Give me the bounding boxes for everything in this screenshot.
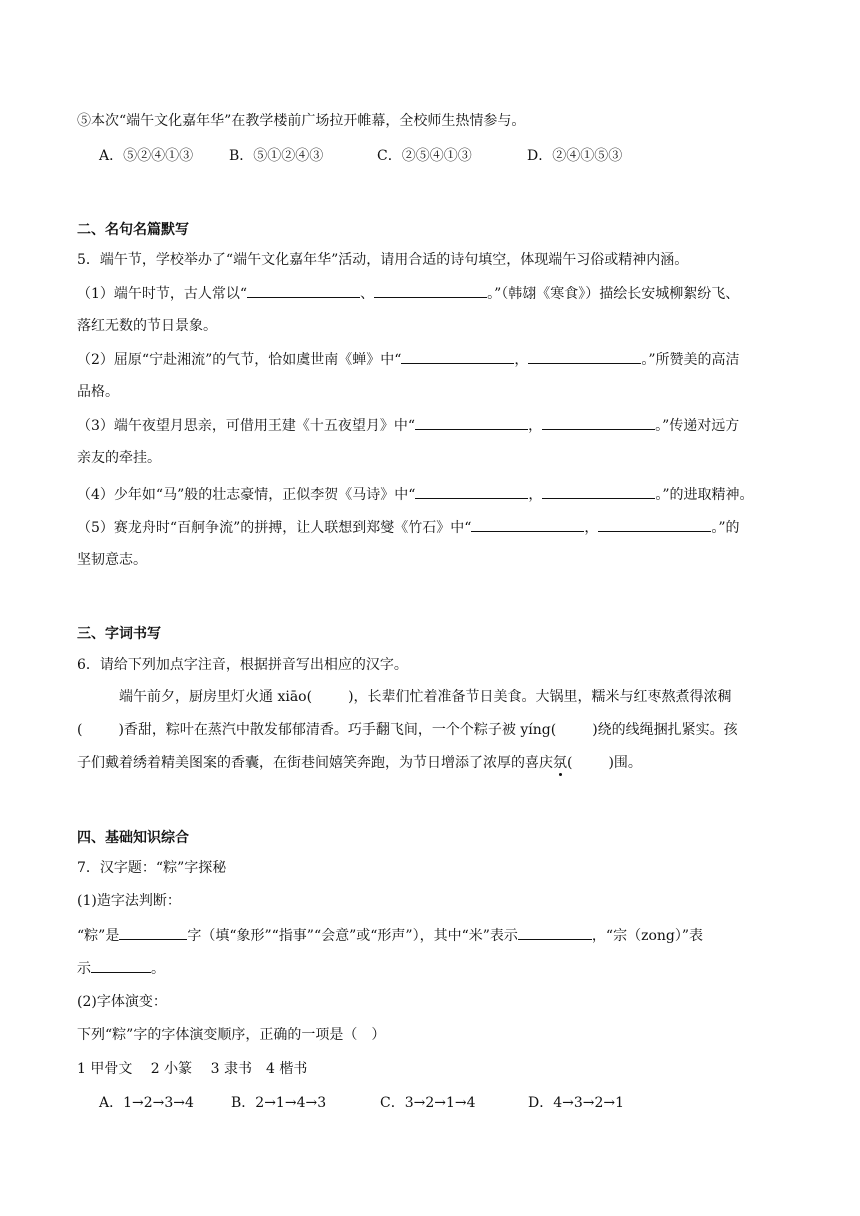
answer-blank[interactable]	[415, 415, 528, 430]
separator: ，	[584, 520, 599, 536]
line-text: “粽”是	[77, 928, 120, 944]
answer-blank[interactable]	[247, 283, 360, 298]
subquestion-2: (2)字体演变：	[77, 994, 167, 1010]
fill-line-2-text: （2）屈原“宁赴湘流”的气节，恰如虞世南《蝉》中“	[77, 352, 402, 368]
answer-blank[interactable]	[401, 349, 514, 364]
options-row	[99, 146, 622, 166]
passage-line-2	[77, 720, 738, 740]
separator: ，	[528, 418, 543, 434]
fill-line-3-tail: 。”传递对远方	[655, 418, 740, 434]
passage-line-1	[119, 687, 732, 707]
line-text: 。	[151, 961, 165, 977]
option-d: D．②④①⑤③	[527, 148, 623, 164]
answer-blank[interactable]	[471, 517, 584, 532]
fill-line-3-cont: 亲友的牵挂。	[77, 450, 161, 466]
fill-line-5-text: （5）赛龙舟时“百舸争流”的拼搏，让人联想到郑燮《竹石》中“	[77, 520, 472, 536]
question-5: 5．端午节，学校举办了“端午文化嘉年华”活动，请用合适的诗句填空，体现端午习俗或精神内涵。	[77, 252, 689, 268]
option-a: A．1→2→3→4	[99, 1095, 194, 1111]
fill-line-4-text: （4）少年如“马”般的壮志豪情，正似李贺《马诗》中“	[77, 487, 416, 503]
section-4-heading: 四、基础知识综合	[77, 830, 189, 846]
section-2-heading: 二、名句名篇默写	[77, 222, 189, 238]
word-formation-line	[77, 925, 703, 946]
line-text: 字（填“象形”“指事”“会意”或“形声”），其中“米”表示	[187, 928, 518, 944]
passage-line-3	[77, 753, 642, 773]
option-c: C．②⑤④①③	[377, 148, 472, 164]
fill-line-3-text: （3）端午夜望月思亲，可借用王建《十五夜望月》中“	[77, 418, 416, 434]
passage-text: )香甜，粽叶在蒸汽中散发郁郁清香。巧手翻飞间，一个个粽子被 yíng(	[118, 722, 557, 738]
evolution-question: 下列“粽”字的字体演变顺序，正确的一项是（ ）	[77, 1027, 386, 1043]
option-a: A．⑤②④①③	[99, 148, 194, 164]
question-6: 6．请给下列加点字注音，根据拼音写出相应的汉字。	[77, 657, 408, 673]
word-formation-line-cont	[77, 958, 165, 979]
answer-blank[interactable]	[598, 517, 711, 532]
fill-line-1-text: （1）端午时节，古人常以“	[77, 286, 248, 302]
line-text: ，“宗（zong）”表	[591, 928, 704, 944]
fill-line-2-cont: 品格。	[77, 384, 119, 400]
dotted-char: 氛	[553, 755, 567, 771]
fill-line-2-tail: 。”所赞美的高洁	[641, 352, 740, 368]
answer-blank[interactable]	[91, 958, 151, 973]
section-3-heading: 三、字词书写	[77, 626, 161, 642]
separator: ，	[514, 352, 529, 368]
question-7: 7．汉字题：“粽”字探秘	[77, 860, 227, 876]
answer-blank[interactable]	[542, 415, 655, 430]
fill-line-5-cont: 坚韧意志。	[77, 552, 147, 568]
answer-blank[interactable]	[518, 925, 592, 940]
option-c: C．3→2→1→4	[380, 1095, 476, 1111]
subquestion-1: (1)造字法判断：	[77, 893, 181, 909]
separator: ，	[528, 487, 543, 503]
fill-line-1-cont: 落红无数的节日景象。	[77, 318, 217, 334]
fill-line-1-tail: 。”（韩翃《寒食》）描绘长安城柳絮纷飞、	[487, 286, 740, 302]
separator: 、	[360, 286, 375, 302]
answer-blank[interactable]	[374, 283, 487, 298]
fill-line-4	[77, 484, 754, 505]
script-list: 1 甲骨文 2 小篆 3 隶书 4 楷书	[77, 1061, 308, 1077]
passage-text: 子们戴着绣着精美图案的香囊，在街巷间嬉笑奔跑，为节日增添了浓厚的喜庆	[77, 755, 553, 771]
line-text: 示	[77, 961, 91, 977]
fill-line-5	[77, 517, 740, 538]
passage-text: )绕的线绳捆扎紧实。孩	[592, 722, 738, 738]
passage-text: (	[567, 755, 573, 771]
passage-text: )，长辈们忙着准备节日美食。大锅里，糯米与红枣熬煮得浓稠	[348, 689, 732, 705]
fill-line-4-tail: 。”的进取精神。	[655, 487, 754, 503]
fill-line-3	[77, 415, 739, 436]
evolution-options	[99, 1093, 624, 1113]
fill-line-2	[77, 349, 740, 370]
passage-text: )围。	[608, 755, 642, 771]
option-b: B．2→1→4→3	[231, 1095, 327, 1111]
fill-line-5-tail: 。”的	[711, 520, 740, 536]
answer-blank[interactable]	[415, 484, 528, 499]
answer-blank[interactable]	[528, 349, 641, 364]
answer-blank[interactable]	[119, 925, 187, 940]
passage-text: (	[77, 722, 83, 738]
item-5-text: ⑤本次“端午文化嘉年华”在教学楼前广场拉开帷幕，全校师生热情参与。	[77, 113, 526, 129]
answer-blank[interactable]	[542, 484, 655, 499]
option-d: D．4→3→2→1	[528, 1095, 625, 1111]
fill-line-1	[77, 283, 739, 304]
option-b: B．⑤①②④③	[229, 148, 324, 164]
passage-text: 端午前夕，厨房里灯火通 xiāo(	[119, 689, 313, 705]
